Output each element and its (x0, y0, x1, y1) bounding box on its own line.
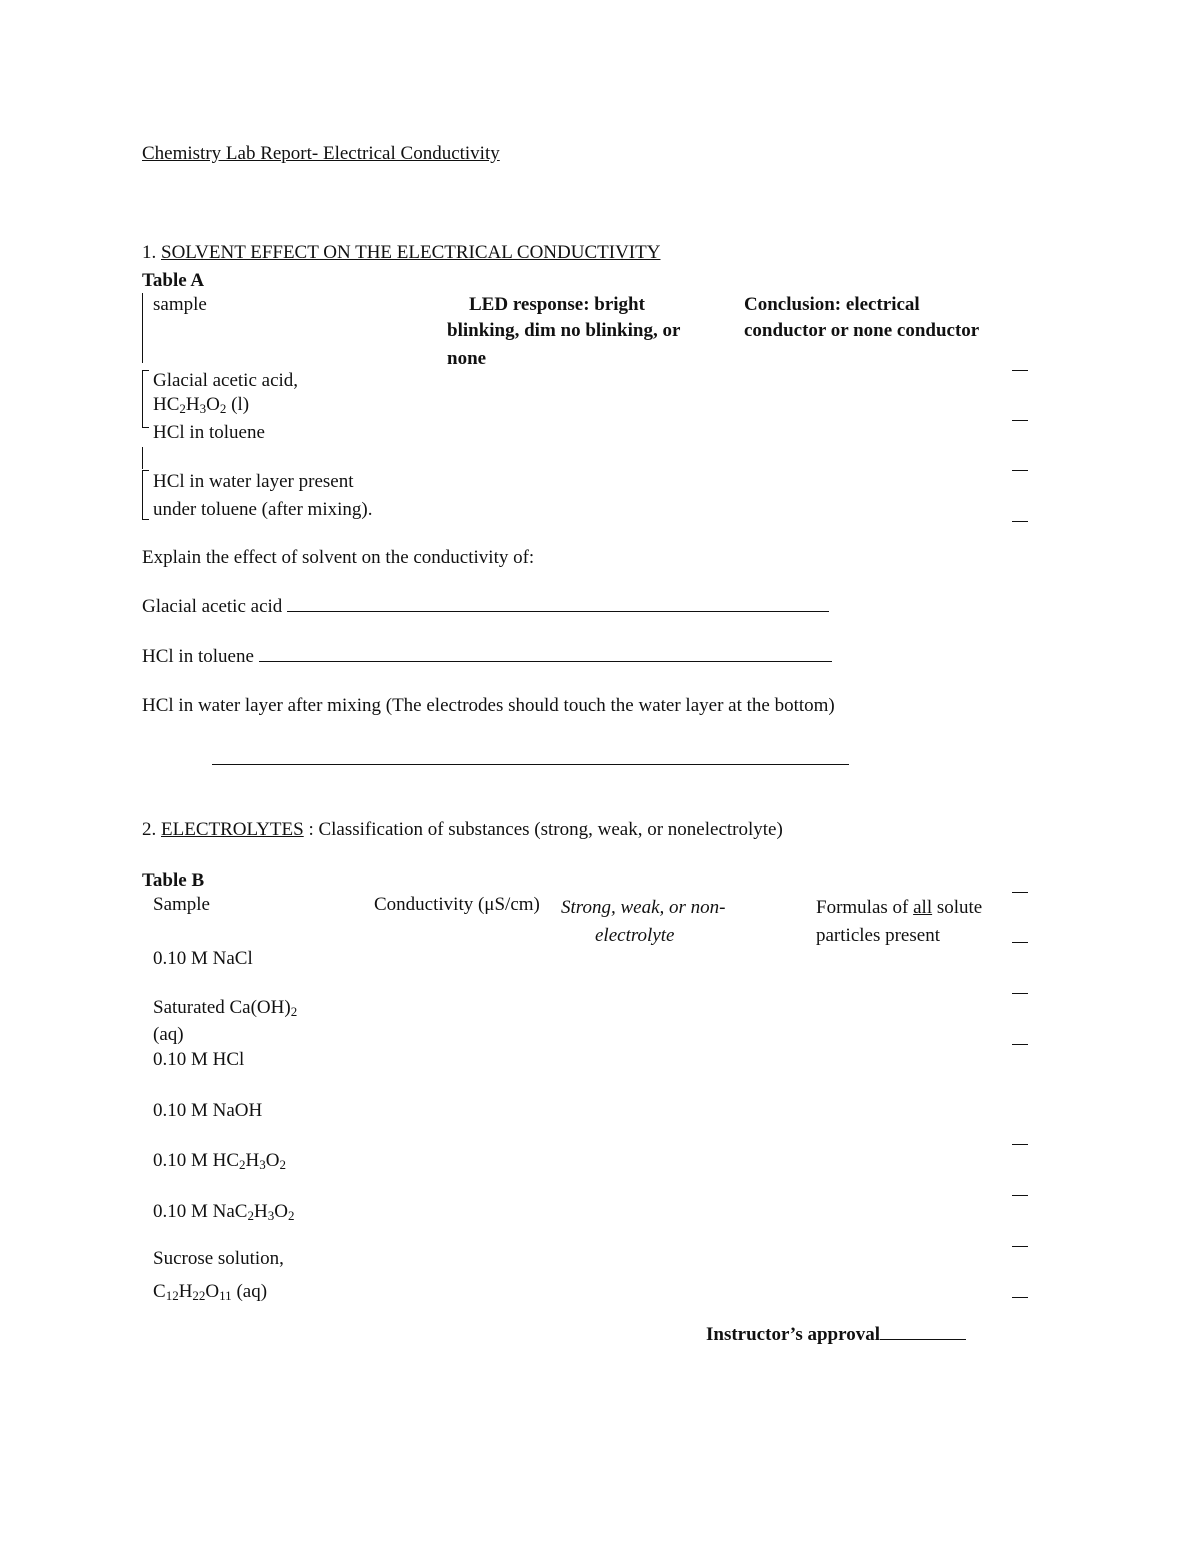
explain-prompt: Explain the effect of solvent on the conductivity of: (142, 547, 535, 568)
table-a-border (142, 293, 143, 363)
acetic-formula: $HC_2H_3O_2$ (l) (153, 394, 250, 416)
table-a-border (142, 447, 143, 469)
explain-water-layer: HCl in water layer after mixing (The electrodes should touch the water layer at the bottom) (142, 695, 835, 716)
question-label: Glacial acetic acid (142, 596, 283, 617)
table-a-col-led (447, 292, 680, 372)
explain-acetic (142, 596, 829, 618)
row-end-mark (1012, 993, 1028, 994)
led-header-line: none (447, 348, 487, 369)
answer-blank[interactable] (212, 764, 849, 765)
explain-toluene (142, 646, 832, 668)
page-title: Chemistry Lab Report- Electrical Conductivity (142, 143, 500, 164)
row-end-mark (1012, 521, 1028, 522)
row-text: Glacial acetic acid, (153, 370, 299, 391)
conclusion-header-line: conductor or none conductor (744, 320, 980, 341)
table-b-col-sample: Sample (153, 894, 210, 915)
row-text: Sucrose solution, (153, 1248, 284, 1269)
table-b-row-sodium-acetate: 0.10 M $NaC_2H_3O_2$ (153, 1201, 295, 1223)
table-b-row-hcl: 0.10 M HCl (153, 1049, 245, 1070)
strength-header-line: electrolyte (595, 925, 675, 946)
row-end-mark (1012, 892, 1028, 893)
row-text: under toluene (after mixing). (153, 499, 373, 520)
row-end-mark (1012, 1297, 1028, 1298)
table-b-row-caoh2: Saturated $Ca(OH)_2$ (aq) (153, 994, 297, 1048)
table-b-row-naoh: 0.10 M NaOH (153, 1100, 263, 1121)
conclusion-header-line: Conclusion: electrical (744, 294, 920, 315)
led-header-line: blinking, dim no blinking, or (447, 320, 681, 341)
approval-blank[interactable] (880, 1338, 966, 1340)
led-header-line: LED response: bright (469, 294, 645, 315)
table-b-row-acetic-acid: 0.10 M $HC_2H_3O_2$ (153, 1150, 287, 1172)
table-a-border (142, 427, 149, 428)
row-end-mark (1012, 1044, 1028, 1045)
row-end-mark (1012, 942, 1028, 943)
table-b-col-formulas: Formulas of all solute particles present (816, 894, 982, 950)
row-text: (aq) (153, 1024, 184, 1045)
question-label: HCl in toluene (142, 646, 254, 667)
table-a-col-conclusion (744, 292, 979, 344)
table-b-row-sucrose: Sucrose solution, $C_{12}H_{22}O_{11}$ (aq) (153, 1248, 284, 1303)
section2-subtitle: : Classification of substances (strong, weak, or nonelectrolyte) (303, 819, 783, 840)
section2-number: 2. (142, 819, 157, 840)
answer-blank[interactable] (259, 660, 832, 662)
row-end-mark (1012, 420, 1028, 421)
table-b-label: Table B (142, 870, 205, 891)
section1-number: 1. (142, 242, 157, 263)
answer-blank[interactable] (287, 610, 829, 612)
table-a-border (142, 470, 143, 520)
section2-title: ELECTROLYTES (161, 819, 304, 840)
table-a-border (142, 370, 143, 428)
table-a-row-hcl-water (153, 471, 372, 521)
row-text: HCl in water layer present (153, 471, 354, 492)
section1-heading (142, 242, 660, 264)
table-b-row-nacl: 0.10 M NaCl (153, 948, 253, 969)
table-a-label: Table A (142, 270, 205, 291)
table-a-row-acetic (153, 370, 298, 416)
table-a-border (142, 370, 149, 371)
table-a-col-sample: sample (153, 294, 207, 315)
table-b-col-conductivity: Conductivity (μS/cm) (374, 894, 540, 915)
table-a-border (142, 519, 149, 520)
table-a-border (142, 470, 149, 471)
section2-heading (142, 819, 783, 841)
row-end-mark (1012, 1144, 1028, 1145)
strength-header-line: Strong, weak, or non- (561, 897, 726, 918)
table-b-col-strength (561, 894, 725, 950)
approval-label: Instructor’s approval (706, 1324, 880, 1345)
row-end-mark (1012, 470, 1028, 471)
row-end-mark (1012, 1246, 1028, 1247)
row-end-mark (1012, 1195, 1028, 1196)
section1-title: SOLVENT EFFECT ON THE ELECTRICAL CONDUCTIVITY (161, 242, 661, 263)
row-end-mark (1012, 370, 1028, 371)
formulas-header-line: particles present (816, 925, 940, 946)
instructor-approval (706, 1324, 966, 1346)
table-a-row-hcl-toluene: HCl in toluene (153, 422, 265, 443)
